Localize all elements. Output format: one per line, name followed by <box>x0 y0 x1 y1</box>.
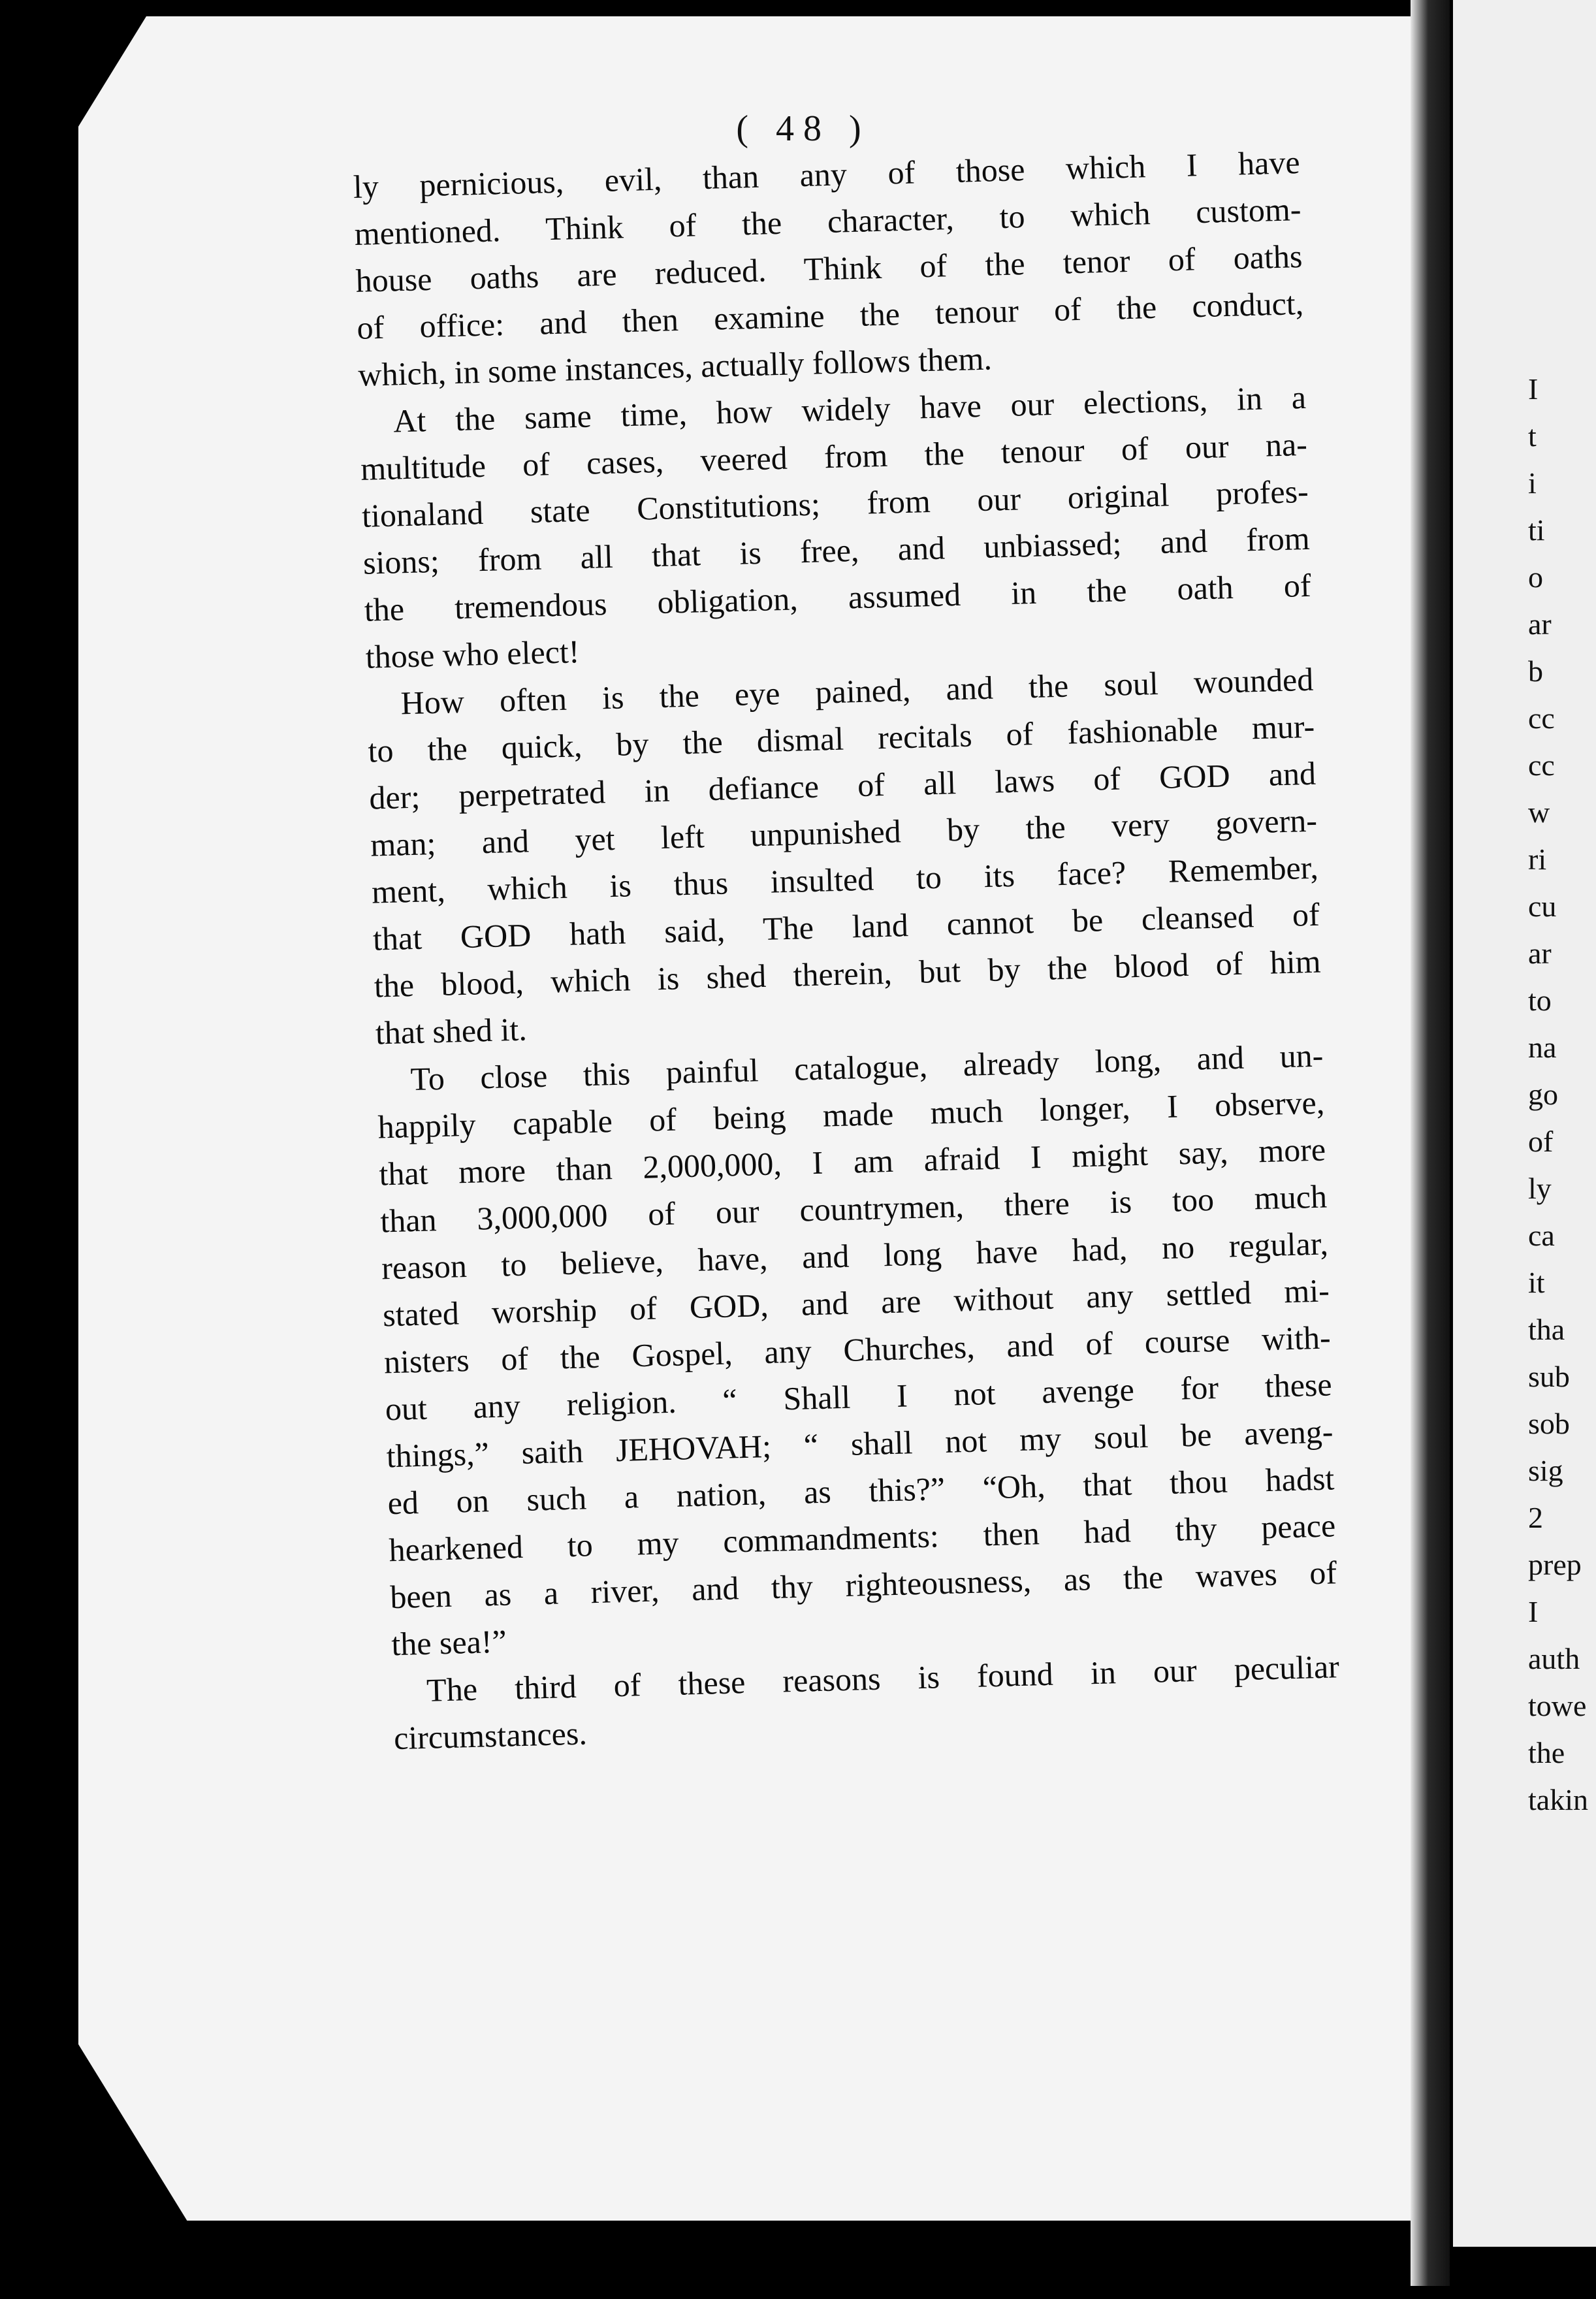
text-line: out any religion. “ Shall I not avenge for these <box>385 1366 1333 1428</box>
text-line: man; and yet left unpunished by the very govern- <box>370 801 1318 863</box>
facing-page-fragment: auth <box>1528 1642 1580 1675</box>
facing-page-fragment: ar <box>1528 607 1552 641</box>
facing-page-fragment: to <box>1528 984 1552 1017</box>
facing-page-fragment: i <box>1528 466 1537 500</box>
page-number: ( 48 ) <box>736 108 870 149</box>
text-line: circumstances. <box>393 1714 588 1757</box>
text-line: To close this painful catalogue, already long, and un- <box>410 1037 1324 1098</box>
text-line: stated worship of GOD, and are without any settled mi- <box>382 1272 1330 1334</box>
facing-page-fragment: cc <box>1528 701 1555 735</box>
text-line: reason to believe, have, and long have had, no regular, <box>381 1225 1329 1287</box>
facing-page-fragment: tha <box>1528 1313 1565 1346</box>
facing-page-fragment: the <box>1528 1736 1565 1769</box>
text-line: At the same time, how widely have our elections, in a <box>392 378 1307 440</box>
facing-page-fragment: it <box>1528 1266 1545 1299</box>
facing-page-fragment: b <box>1528 654 1543 688</box>
facing-page-text-fragments <box>1528 366 1596 1824</box>
text-line: that GOD hath said, The land cannot be cleansed of <box>372 895 1320 957</box>
facing-page-fragment: t <box>1528 419 1537 453</box>
text-line: nisters of the Gospel, any Churches, and of course with- <box>383 1319 1332 1381</box>
text-line: house oaths are reduced. Think of the tenor of oaths <box>355 237 1303 299</box>
facing-page-fragment: of <box>1528 1125 1554 1158</box>
text-line: hearkened to my commandments: then had thy peace <box>388 1507 1336 1569</box>
text-line: ly pernicious, evil, than any of those which I have <box>353 144 1301 205</box>
facing-page-fragment: sub <box>1528 1360 1570 1393</box>
facing-page-fragment: sig <box>1528 1454 1563 1487</box>
text-line: of office: and then examine the tenour of the conduct, <box>356 284 1304 346</box>
facing-page-fragment: cc <box>1528 748 1555 782</box>
text-line: der; perpetrated in defiance of all laws of GOD and <box>368 754 1317 816</box>
text-line: that more than 2,000,000, I am afraid I might say, more <box>378 1131 1326 1193</box>
text-line: happily capable of being made much longer, I observe, <box>377 1084 1325 1146</box>
facing-page-fragment: sob <box>1528 1407 1570 1440</box>
text-line: The third of these reasons is found in our peculiar <box>426 1648 1340 1709</box>
text-line: to the quick, by the dismal recitals of fashionable mur- <box>367 707 1315 769</box>
facing-page-fragment: ri <box>1528 843 1547 876</box>
text-line: multitude of cases, veered from the tenour of our na- <box>360 425 1308 487</box>
facing-page-fragment: go <box>1528 1078 1558 1111</box>
text-line: the tremendous obligation, assumed in the oath of <box>364 566 1312 628</box>
text-line: sions; from all that is free, and unbiassed; and from <box>362 519 1311 581</box>
facing-page-fragment: prep <box>1528 1548 1582 1581</box>
text-line: ment, which is thus insulted to its face? Remember, <box>371 848 1319 910</box>
text-line: which, in some instances, actually follows them. <box>357 340 993 393</box>
facing-page-fragment: cu <box>1528 890 1557 923</box>
facing-page-fragment: I <box>1528 1595 1539 1628</box>
text-line: tionaland state Constitutions; from our original profes- <box>361 472 1309 534</box>
facing-page-fragment: takin <box>1528 1783 1588 1816</box>
text-line: been as a river, and thy righteousness, as the waves of <box>389 1554 1337 1616</box>
facing-page-fragment: I <box>1528 372 1539 406</box>
facing-page-fragment: na <box>1528 1031 1557 1064</box>
text-line: those who elect! <box>365 633 581 675</box>
facing-page-fragment: ly <box>1528 1172 1552 1205</box>
text-line: things,” saith JEHOVAH; “ shall not my soul be aveng- <box>386 1413 1334 1475</box>
text-line: than 3,000,000 of our countrymen, there is too much <box>379 1178 1328 1240</box>
book-gutter <box>1411 0 1450 2286</box>
facing-page-fragment: w <box>1528 796 1550 829</box>
facing-page-fragment: 2 <box>1528 1501 1543 1534</box>
facing-page-fragment: ca <box>1528 1219 1555 1252</box>
page-body-text <box>353 138 1341 1761</box>
facing-page-fragment: towe <box>1528 1689 1587 1722</box>
facing-page-fragment: ar <box>1528 937 1552 970</box>
text-line: the sea!” <box>391 1622 507 1663</box>
facing-page-fragment: ti <box>1528 513 1545 547</box>
text-line: the blood, which is shed therein, but by the blood of him <box>374 942 1322 1005</box>
facing-page-fragment: o <box>1528 560 1543 594</box>
text-line: How often is the eye pained, and the soul wounded <box>400 660 1314 722</box>
text-line: that shed it. <box>375 1010 528 1052</box>
text-line: ed on such a nation, as this?” “Oh, that thou hadst <box>387 1460 1335 1522</box>
text-line: mentioned. Think of the character, to which custom- <box>354 191 1302 252</box>
